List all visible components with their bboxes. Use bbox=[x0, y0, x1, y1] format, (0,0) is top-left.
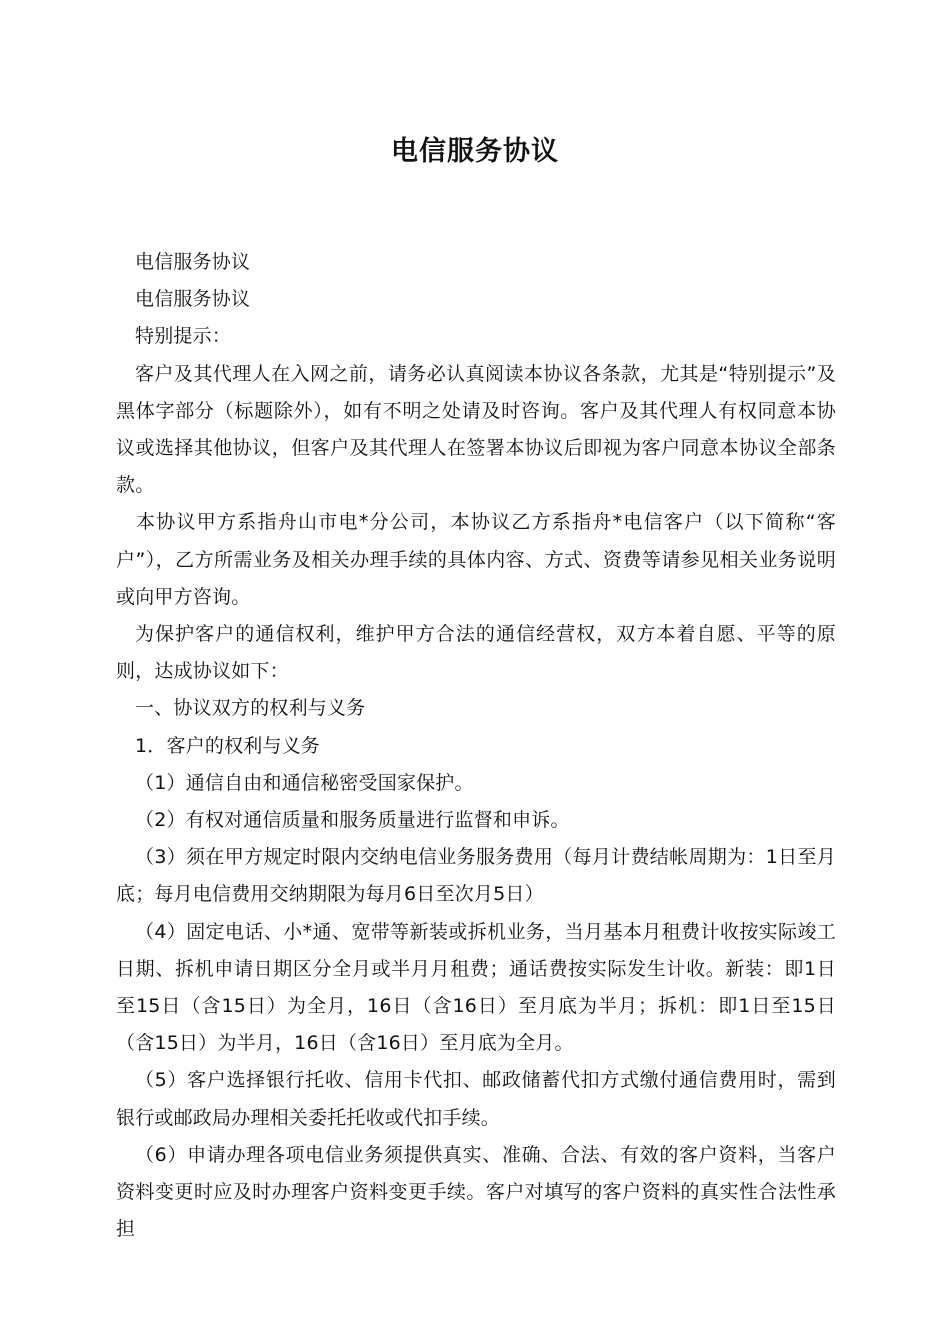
section-heading: 一、协议双方的权利与义务 bbox=[135, 697, 366, 720]
clause: （3）须在甲方规定时限内交纳电信业务服务费用（每月计费结帐周期为：1日至月底；每月电信费用交纳期限为每月6日至次月5日） bbox=[116, 846, 836, 906]
paragraph: 客户及其代理人在入网之前，请务必认真阅读本协议各条款，尤其是“特别提示”及黑体字部分（标题除外），如有不明之处请及时咨询。客户及其代理人有权同意本协议或选择其他协议，但客户及其代理人在签署本协议后即视为客户同意本协议全部条款。 bbox=[116, 362, 836, 497]
paragraph: 为保护客户的通信权利，维护甲方合法的通信经营权，双方本着自愿、平等的原则，达成协议如下： bbox=[116, 623, 836, 683]
clause: （2）有权对通信质量和服务质量进行监督和申诉。 bbox=[135, 809, 570, 832]
document-title: 电信服务协议 bbox=[391, 136, 559, 167]
paragraph: 特别提示： bbox=[135, 325, 232, 348]
clause: （5）客户选择银行托收、信用卡代扣、邮政储蓄代扣方式缴付通信费用时，需到银行或邮政局办理相关委托托收或代扣手续。 bbox=[116, 1069, 836, 1129]
clause: （6）申请办理各项电信业务须提供真实、准确、合法、有效的客户资料，当客户资料变更时应及时办理客户资料变更手续。客户对填写的客户资料的真实性合法性承担 bbox=[116, 1143, 836, 1241]
clause: （4）固定电话、小*通、宽带等新装或拆机业务，当月基本月租费计收按实际竣工日期、拆机申请日期区分全月或半月月租费；通话费按实际发生计收。新装：即1日至15日（含15日）为全月，16日（含16日）至月底为半月；拆机：即1日至15日（含15日）为半月，16日（含16日）至月底为全月。 bbox=[116, 920, 836, 1055]
document-body bbox=[116, 244, 836, 1248]
clause: （1）通信自由和通信秘密受国家保护。 bbox=[135, 771, 474, 794]
paragraph: 电信服务协议 bbox=[135, 251, 251, 273]
paragraph: 电信服务协议 bbox=[135, 288, 251, 311]
paragraph: 本协议甲方系指舟山市电*分公司，本协议乙方系指舟*电信客户（以下简称“客户”），乙方所需业务及相关办理手续的具体内容、方式、资费等请参见相关业务说明或向甲方咨询。 bbox=[116, 511, 836, 608]
subsection-heading: 1．客户的权利与义务 bbox=[135, 734, 321, 757]
